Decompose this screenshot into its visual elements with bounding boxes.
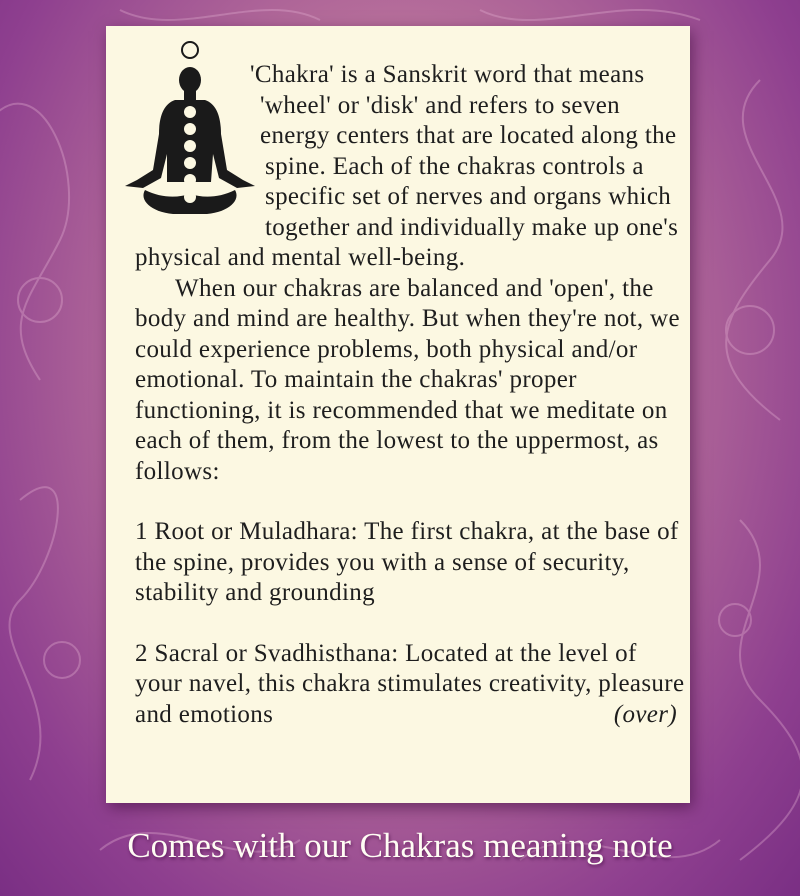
root-chakra-paragraph: 1 Root or Muladhara: The first chakra, at the base of the spine, provides you with a sense of security, stability and grounding [135,518,679,606]
caption: Comes with our Chakras meaning note [127,826,673,865]
chakra-meaning-note-card [106,26,690,803]
balance-paragraph: When our chakras are balanced and 'open', the body and mind are healthy. But when they're not, we could experience problems, both physical and/or emotional. To maintain the chakras' proper functioning, it is recommended that we meditate on each of them, from the lowest to the uppermost, as follows: [135,274,680,485]
over-label: (over) [613,700,677,728]
chakra-note-text [135,60,685,730]
intro-paragraph: 'Chakra' is a Sanskrit word that means 'wheel' or 'disk' and refers to seven energy centers that are located along the spine. Each of the chakras controls a specific set of nerves and organs which together and individually make up one's physical and mental well-being. [135,61,679,271]
sacral-chakra-paragraph [135,639,685,731]
sacral-chakra-text: 2 Sacral or Svadhisthana: Located at the level of your navel, this chakra stimulates creativity, pleasure and emotions [135,639,685,728]
